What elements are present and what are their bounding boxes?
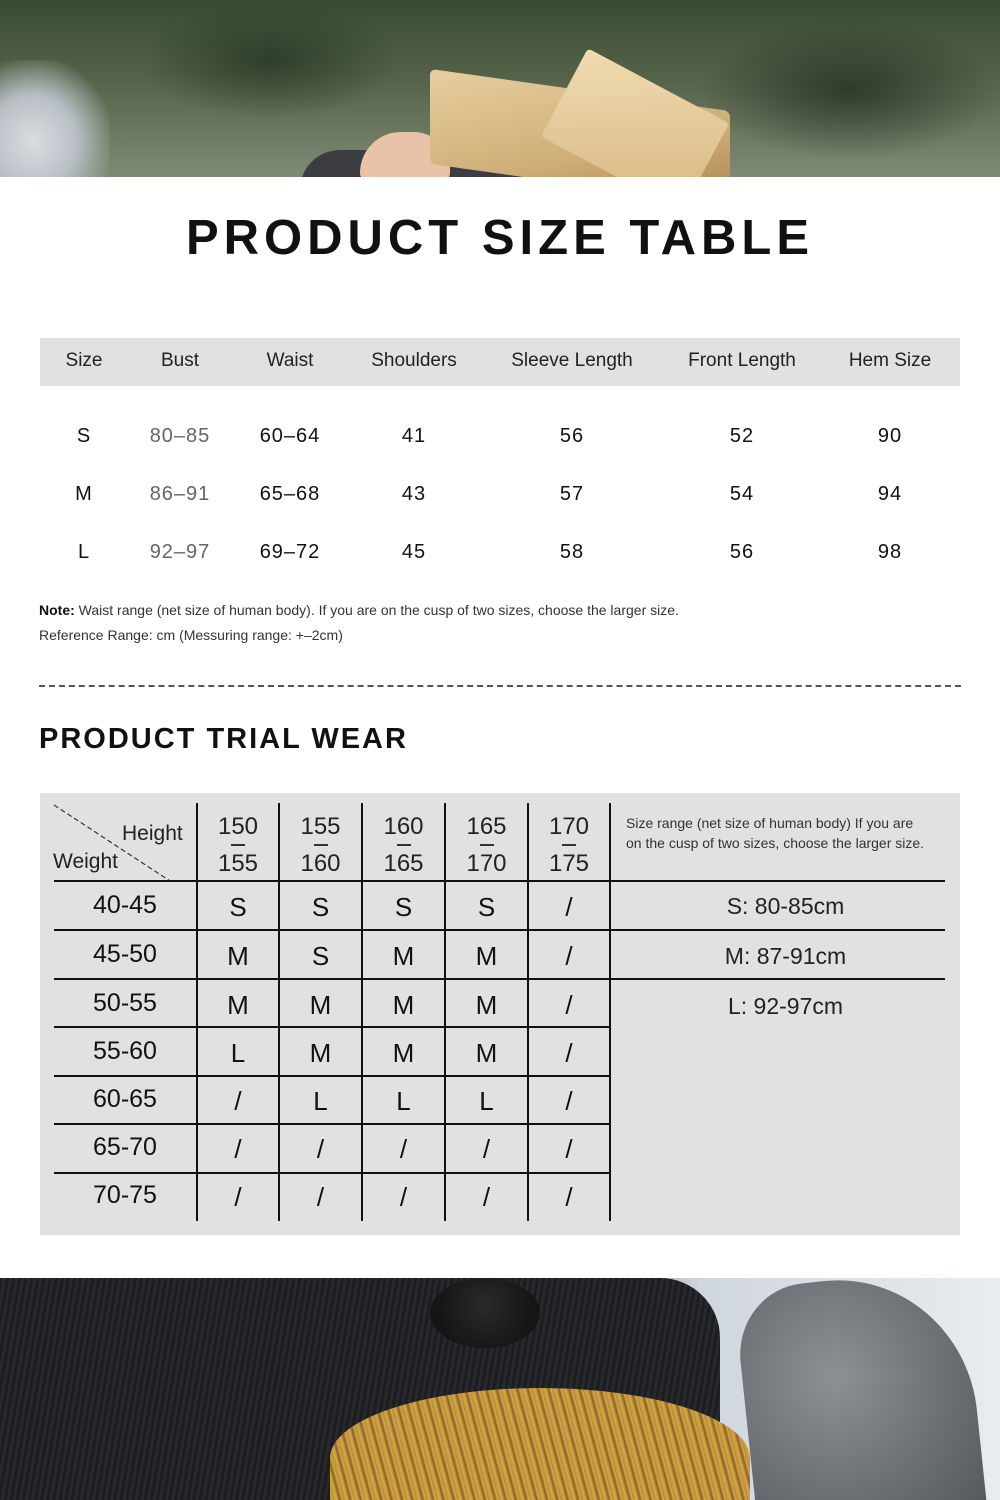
size-cell: / [399,1134,408,1164]
weight-cell: 50-55 [93,989,157,1017]
note-line-2: Reference Range: cm (Messuring range: +–2cm) [39,627,343,643]
size-cell: M [475,990,498,1020]
height-top: 165 [466,813,507,840]
size-cell: / [482,1182,491,1212]
weight-cell: 70-75 [93,1181,157,1209]
shoulders-cell: 43 [401,483,427,505]
bust-cell: 80–85 [149,425,211,447]
weight-cell: 60-65 [93,1085,157,1113]
corner-height-label: Height [122,822,183,845]
height-top: 150 [217,813,259,840]
size-cell: S [311,941,330,971]
size-cell: / [399,1182,408,1212]
size-cell: M [309,990,332,1020]
range-l: L: 92-97cm [727,993,844,1019]
size-cell: S [394,892,413,922]
size-cell: / [234,1134,242,1164]
size-cell: M [392,1038,415,1068]
trial-wear-title: PRODUCT TRIAL WEAR [39,723,408,755]
header-bust: Bust [160,350,200,371]
size-cell: M [227,941,249,971]
front-length-cell: 54 [729,483,755,505]
bust-cell: 92–97 [149,541,211,563]
sleeve-cell: 56 [559,425,585,447]
header-waist: Waist [266,350,314,371]
size-cell: M [75,483,93,505]
size-cell: L [230,1038,246,1068]
height-top: 170 [548,813,590,840]
size-cell: S [229,892,247,922]
size-cell: L [479,1086,494,1116]
size-cell: S [311,892,330,922]
knit-sleeve [733,1278,987,1500]
hem-cell: 94 [877,483,903,505]
header-size: Size [65,350,103,371]
size-cell: / [565,892,573,922]
size-cell: / [565,1086,573,1116]
size-cell: S [76,425,92,447]
size-cell: M [309,1038,332,1068]
size-cell: M [475,1038,498,1068]
range-note-line-2: on the cusp of two sizes, choose the larger size. [626,835,925,851]
size-cell: M [475,941,498,971]
header-sleeve-length: Sleeve Length [511,350,633,371]
weight-cell: 55-60 [93,1037,157,1065]
shoulders-cell: 41 [401,425,427,447]
size-cell: L [77,541,91,563]
size-cell: / [565,941,573,971]
size-cell: M [227,990,249,1020]
weight-cell: 40-45 [93,891,157,919]
height-bottom: 155 [217,850,259,877]
size-cell: / [565,990,573,1020]
range-s: S: 80-85cm [726,893,845,919]
table-row [40,541,960,571]
size-cell: / [565,1182,573,1212]
bottom-photo [0,1278,1000,1500]
trial-wear-table [40,793,960,1235]
corner-weight-label: Weight [53,850,118,873]
size-cell: M [392,941,415,971]
height-bottom: 160 [300,850,341,877]
height-bottom: 165 [383,850,424,877]
page-title: PRODUCT SIZE TABLE [185,211,815,265]
hem-cell: 98 [877,541,903,563]
size-table-header [40,338,960,386]
table-row [40,425,960,455]
note-label: Note: [39,602,75,618]
range-note-line-1: Size range (net size of human body) If you are [626,815,914,831]
header-front-length: Front Length [688,350,796,371]
bust-cell: 86–91 [149,483,211,505]
weight-cell: 65-70 [93,1133,157,1161]
size-cell: / [316,1182,325,1212]
size-cell: / [234,1086,242,1116]
note-text: Waist range (net size of human body). If you are on the cusp of two sizes, choose the larger size. [78,602,679,618]
waist-cell: 60–64 [259,425,321,447]
note-line-1 [39,602,679,618]
sleeve-cell: 58 [559,541,585,563]
front-length-cell: 56 [729,541,755,563]
shoulders-cell: 45 [401,541,427,563]
hem-cell: 90 [877,425,903,447]
header-shoulders: Shoulders [371,350,457,371]
size-cell: M [392,990,415,1020]
height-top: 160 [383,813,424,840]
weight-cell: 45-50 [93,940,157,968]
size-cell: S [477,892,496,922]
range-m: M: 87-91cm [724,943,847,969]
waist-cell: 69–72 [259,541,321,563]
table-row [40,483,960,513]
size-cell: / [565,1134,573,1164]
height-bottom: 170 [466,850,507,877]
height-bottom: 175 [548,850,590,877]
size-cell: / [482,1134,491,1164]
size-cell: / [565,1038,573,1068]
height-top: 155 [300,813,341,840]
sleeve-cell: 57 [559,483,585,505]
size-cell: / [234,1182,242,1212]
front-length-cell: 52 [729,425,755,447]
waist-cell: 65–68 [259,483,321,505]
dashed-divider [39,685,961,687]
size-cell: L [396,1086,411,1116]
size-cell: / [316,1134,325,1164]
size-cell: L [313,1086,328,1116]
top-photo [0,0,1000,177]
header-hem-size: Hem Size [848,350,932,371]
